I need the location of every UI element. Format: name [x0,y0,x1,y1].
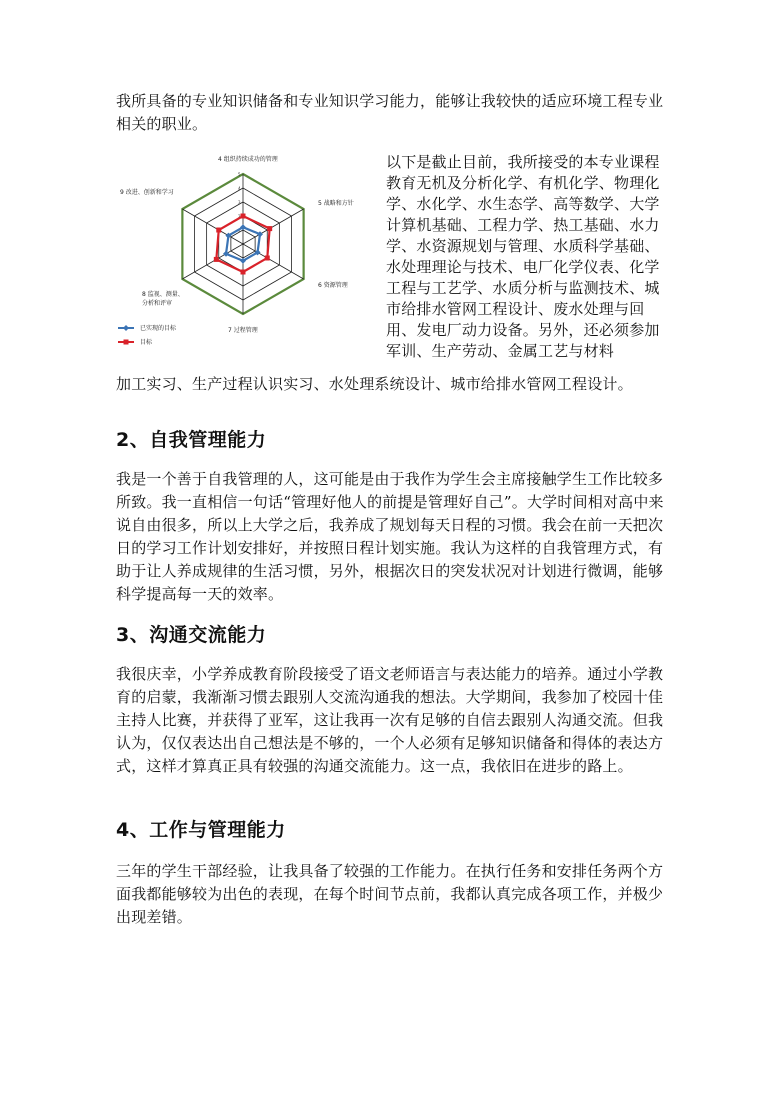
section-heading-communication: 3、沟通交流能力 [116,624,267,646]
radar-spoke [182,244,243,279]
radar-tick-label: 3 [238,200,241,205]
radar-axis-label: 4 组织持续成功的管理 [218,156,278,163]
courses-paragraph-tail: 加工实习、生产过程认识实习、水处理系统设计、城市给排水管网工程设计。 [116,375,633,393]
radar-point [223,251,229,257]
section-body-work-management: 三年的学生干部经验，让我具备了较强的工作能力。在执行任务和安排任务两个方面我都能够较为出色的表现，在每个时间节点前，我都认真完成各项工作，并极少出现差错。 [116,862,664,926]
legend-marker [123,325,129,331]
legend-marker [124,340,129,345]
radar-point [216,228,221,233]
radar-point [265,256,270,261]
section-heading-self-management: 2、自我管理能力 [116,429,267,451]
radar-axis-label: 5 战略和方针 [318,200,354,207]
radar-axis-label: 分析和评审 [142,300,173,307]
radar-spoke [243,209,304,244]
radar-spoke [182,209,243,244]
legend-label: 已实现的目标 [140,325,177,332]
radar-axis-label: 6 资源管理 [318,282,348,289]
radar-point [214,257,219,262]
legend-label: 目标 [140,339,153,346]
radar-point [241,214,246,219]
section-heading-work-management: 4、工作与管理能力 [116,819,286,841]
radar-axis-label: 7 过程管理 [228,327,258,334]
radar-tick-label: 5 [238,172,241,177]
radar-tick-label: 1 [238,228,241,233]
radar-point [267,226,272,231]
radar-axis-label: 9 改进、创新和学习 [120,189,174,196]
radar-point [257,231,263,237]
courses-paragraph: 以下是截止目前，我所接受的本专业课程教育无机及分析化学、有机化学、物理化学、水化学、水生态学、高等数学、大学计算机基础、工程力学、热工基础、水力学、水资源规划与管理、水质科学基础、水处理理论与技术、电厂化学仪表、化学工程与工艺学、水质分析与监测技术、城市给排水管网工程设计、废水处理与回用、发电厂动力设备。另外，还必须参加军训、生产劳动、金属工艺与材料 [386,153,660,360]
radar-point [241,270,246,275]
radar-axis-label: 8 监视、测量、 [142,291,184,298]
section-body-communication: 我很庆幸，小学养成教育阶段接受了语文老师语言与表达能力的培养。通过小学教育的启蒙，我渐渐习惯去跟别人交流沟通我的想法。大学期间，我参加了校园十佳主持人比赛，并获得了亚军，这让我再一次有足够的自信去跟别人沟通交流。但我认为，仅仅表达出自己想法是不够的，一个人必须有足够知识储备和得体的表达方式，这样才算真正具有较强的沟通交流能力。这一点，我依旧在进步的路上。 [116,665,664,775]
radar-tick-label: 2 [238,214,241,219]
radar-chart [112,150,374,362]
section-body-self-management: 我是一个善于自我管理的人，这可能是由于我作为学生会主席接触学生工作比较多所致。我一直相信一句话“管理好他人的前提是管理好自己”。大学时间相对高中来说自由很多，所以上大学之后，我养成了规划每天日程的习惯。我会在前一天把次日的学习工作计划安排好，并按照日程计划实施。我认为这样的自我管理方式，有助于让人养成规律的生活习惯，另外，根据次日的突发状况对计划进行微调，能够科学提高每一天的效率。 [116,470,664,603]
radar-tick-label: 4 [238,186,241,191]
radar-spoke [243,244,304,279]
intro-paragraph: 我所具备的专业知识储备和专业知识学习能力，能够让我较快的适应环境工程专业相关的职业。 [116,92,664,133]
